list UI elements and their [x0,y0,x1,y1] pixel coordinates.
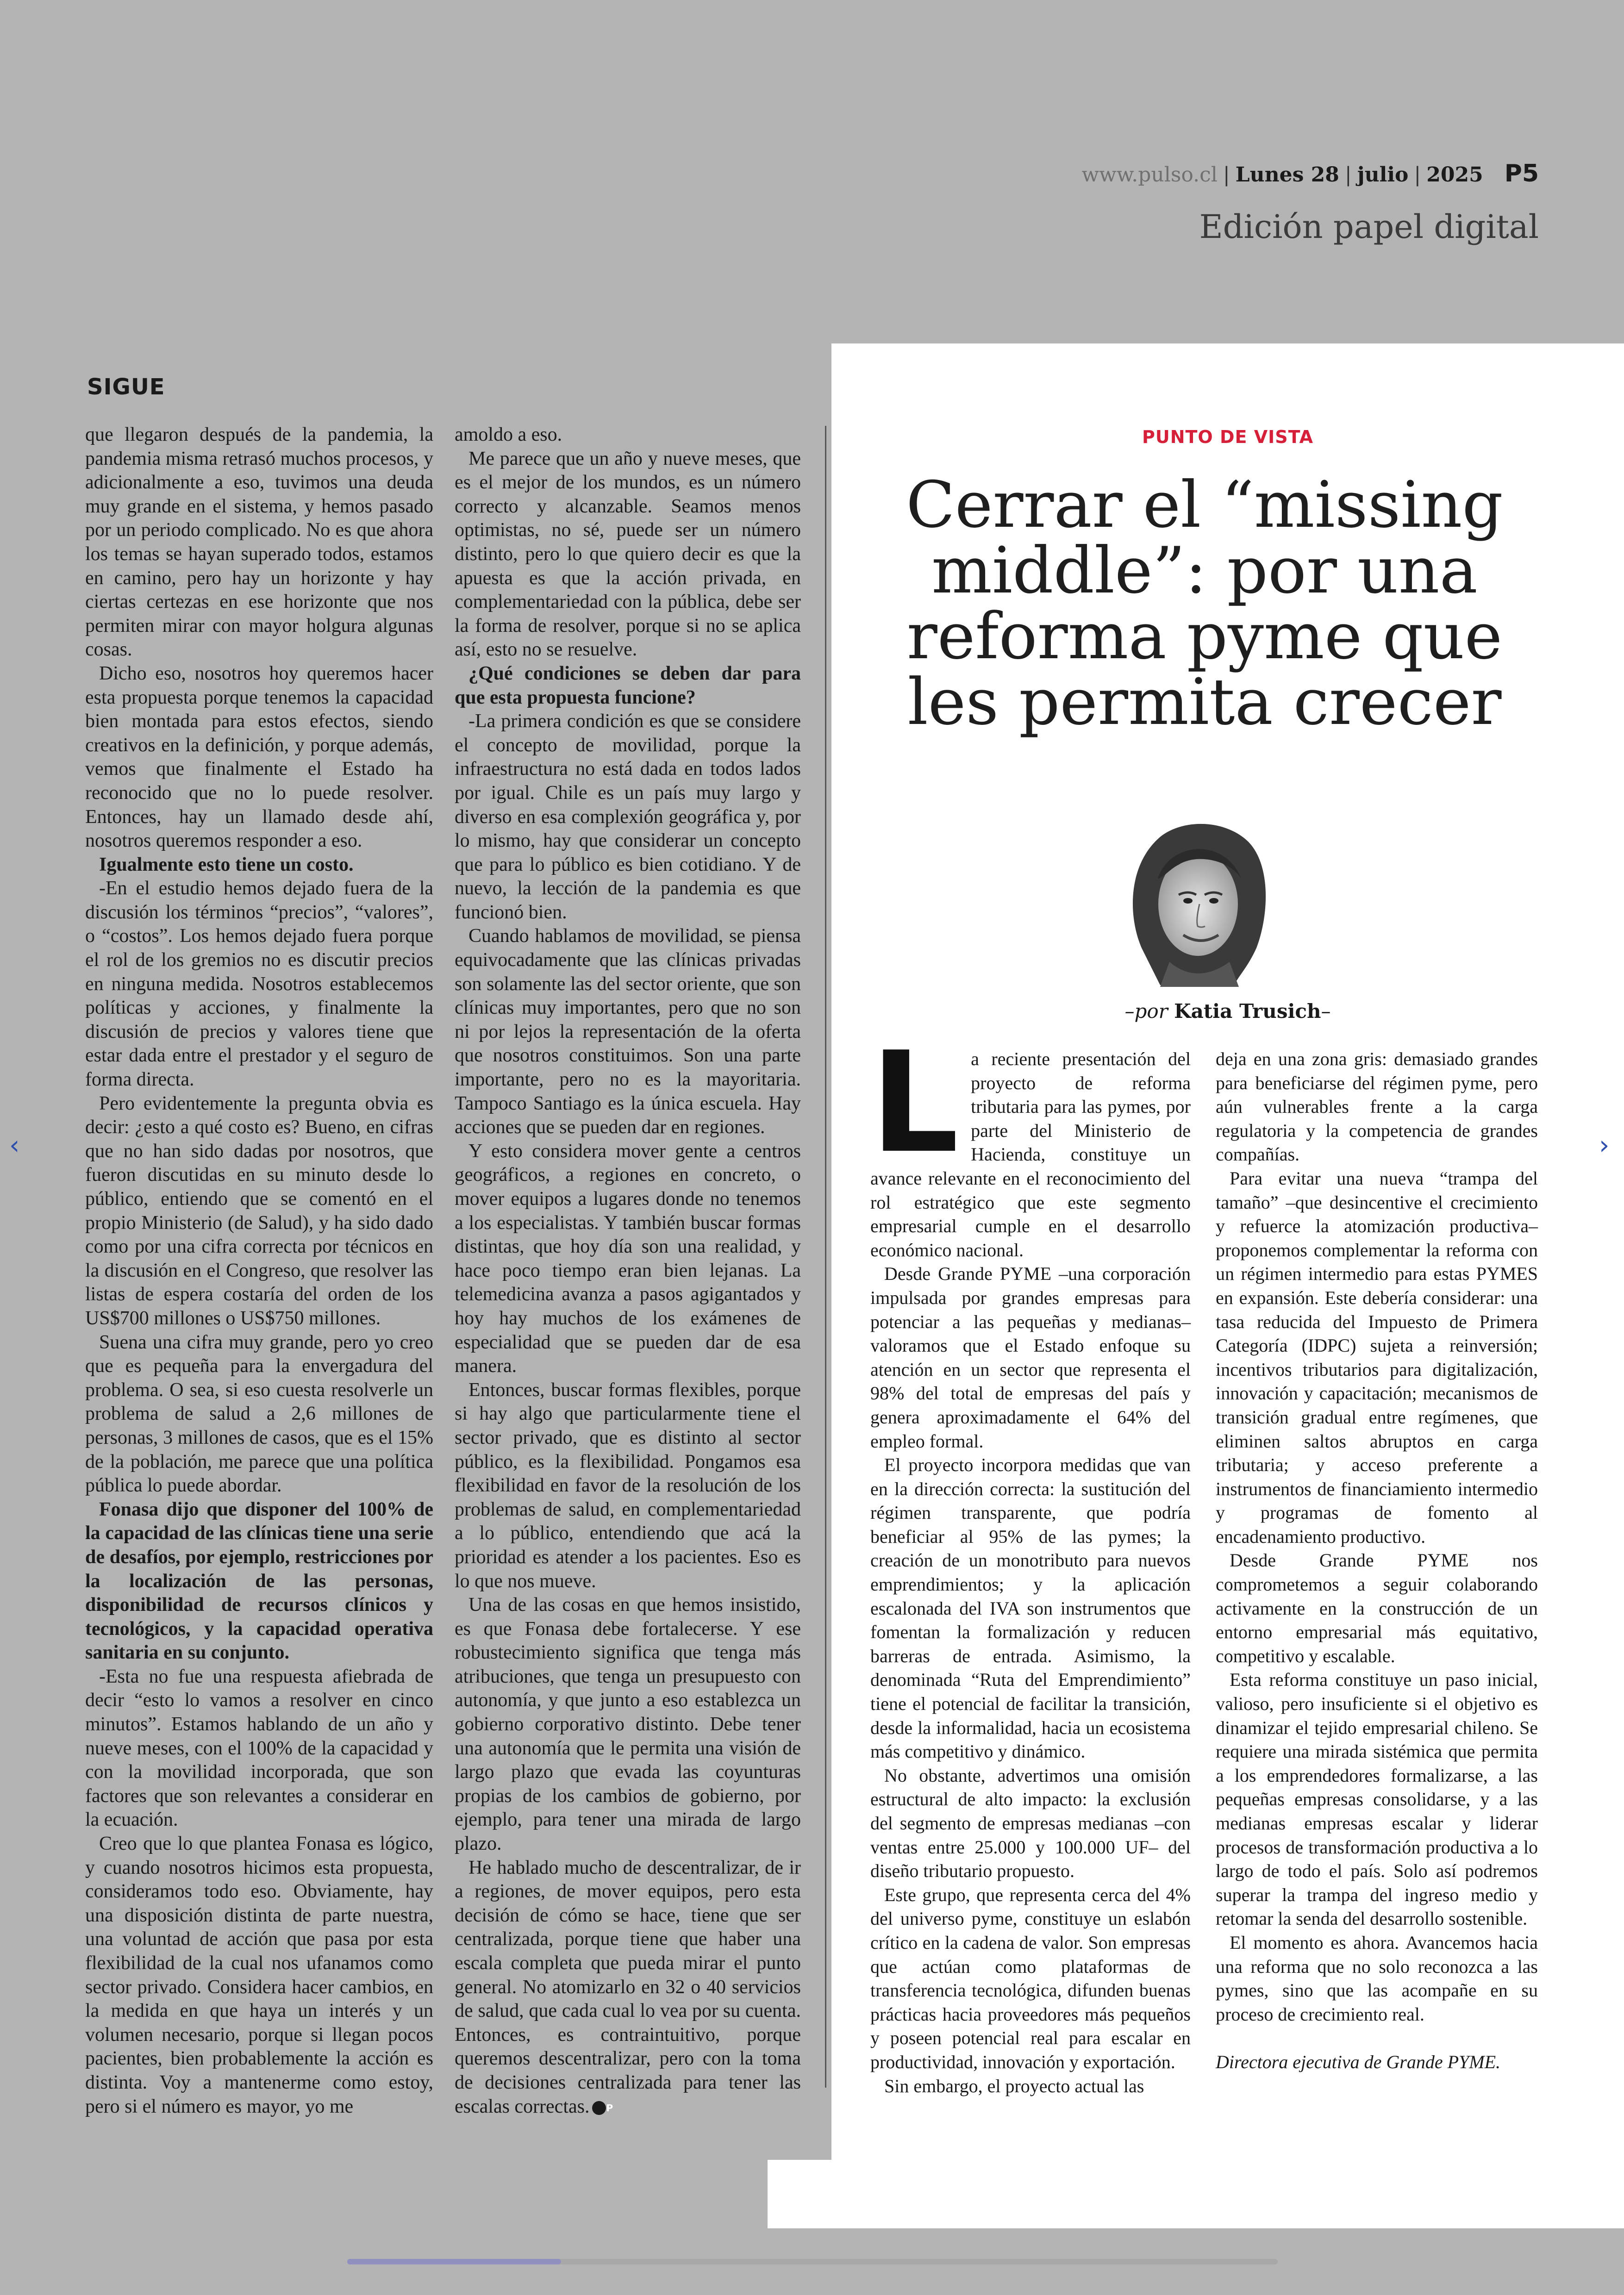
interview-question [85,1498,433,1665]
paragraph-text: Esta reforma constituye un paso inicial, valioso, pero insuficiente si el objetivo es dinamizar el tejido empresarial chileno. Se requiere una mirada sistémica que permita a los emprendedores formalizarse, a las pequeñas empresas consolidarse, y a las medianas empresas escalar y liderar procesos de transformación productiva a lo largo de todo el país. Solo así podremos superar la trampa del ingreso medio y retomar la senda del desarrollo sostenible. [1216,1669,1538,1929]
paragraph-text: que llegaron después de la pandemia, la pandemia misma retrasó muchos procesos, y adicionalmente a eso, tuvimos una deuda muy grande en el sistema, y hemos pasado por un periodo complicado. No es que ahora los temas se hayan superado todos, estamos en camino, pero hay un horizonte y hay ciertas certezas en ese horizonte que nos permiten mirar con mayor holgura algunas cosas. [85,424,433,661]
site-url[interactable]: www.pulso.cl [1081,163,1218,187]
paragraph-text: -Esta no fue una respuesta afiebrada de decir “esto lo vamos a resolver en cinco minutos”. Estamos hablando de un año y nueve meses, con el 100% de la capacidad y con la movilidad incorporada, que son factores que son relevantes a considerar en la ecuación. [85,1665,433,1831]
paragraph-text: He hablado mucho de descentralizar, de ir a regiones, de mover equipos, pero esta decisión de cómo se hace, tiene que ser centralizada, porque tiene que haber una escala completa que pueda mirar el punto general. No atomizarlo en 32 o 40 servicios de salud, que cada cual lo vea por su cuenta. Entonces, es contraintuitivo, porque queremos descentralizar, pero con la toma de decisiones centralizada para tener las escalas correctas. [455,1857,801,2117]
opinion-column-1 [870,1022,1191,2098]
opinion-kicker: PUNTO DE VISTA [1142,427,1313,447]
edition-label: Edición papel digital [1199,208,1539,246]
paragraph-text: Fonasa dijo que disponer del 100% de la capacidad de las clínicas tiene una serie de desafíos, por ejemplo, restricciones por la localización de las personas, disponibilidad de recursos clínicos y tecnológicos, y la capacidad operativa sanitaria en su conjunto. [85,1498,433,1664]
paragraph-text: -La primera condición es que se considere el concepto de movilidad, porque la infraestructura no está dada en todos lados por igual. Chile es un país muy largo y diverso en esa complexión geográfica y, por lo mismo, hay que considerar un concepto que para lo público es bien cotidiano. Y de nuevo, la lección de la pandemia es que funcionó bien. [455,711,801,923]
byline-prefix: –por [1124,1000,1168,1023]
page-progress-fill [347,2259,561,2264]
paragraph-text: Igualmente esto tiene un costo. [99,854,354,875]
paragraph [455,710,801,924]
paragraph-text: Desde Grande PYME –una corporación impulsada por grandes empresas para potenciar a las pequeñas y medianas– valoramos que el Estado enfoque su atención en un sector que representa el 98% del total de empresas del país y genera aproximadamente el 64% del empleo formal. [870,1263,1191,1452]
opinion-headline: Cerrar el “missing middle”: por una reforma pyme que les permita crecer [906,468,1503,739]
page-progress-bar[interactable] [347,2259,1278,2264]
paragraph [85,1092,433,1331]
page-number: P5 [1504,160,1539,187]
paragraph [870,1022,1191,1262]
column-divider [825,426,826,2088]
paragraph-text: Creo que lo que plantea Fonasa es lógico, y cuando nosotros hicimos esta propuesta, consideramos todo eso. Obviamente, hay una disposición distinta de parte nuestra, una voluntad de acción que pasa por esta flexibilidad de la cual nos ufanamos como sector privado. Considera hacer cambios, en la medida en que haya un interés y un volumen necesario, porque si llegan pocos pacientes, bien probablemente la acción es distinta. Voy a mantenerme como estoy, pero si el número es mayor, yo me [85,1833,433,2117]
paragraph-text: Desde Grande PYME nos comprometemos a seguir colaborando activamente en la construcción de un entorno empresarial más equitativo, competitivo y escalable. [1216,1550,1538,1666]
paragraph [1216,1931,1538,2026]
paragraph-text: El proyecto incorpora medidas que van en la dirección correcta: la sustitución del régimen transparente, que podría beneficiar al 95% de las pymes; la creación de un monotributo para nuevos emprendimientos; y la aplicación escalonada del IVA son instrumentos que fomentan la formalización y reducen barreras de entrada. Asimismo, la denominada “Ruta del Emprendimiento” tiene el potencial de facilitar la transición, desde la informalidad, hacia un ecosistema más competitivo y dinámico. [870,1454,1191,1762]
date-day: Lunes 28 [1235,163,1339,187]
paragraph [1216,1668,1538,1931]
paragraph [1216,1047,1538,1166]
paragraph [85,1832,433,2119]
paragraph [455,924,801,1139]
paragraph [1216,1548,1538,1668]
paragraph-text: ¿Qué condiciones se deben dar para que esta propuesta funcione? [455,662,801,708]
paragraph-text: deja en una zona gris: demasiado grandes para beneficiarse del régimen pyme, pero aún vulnerables frente a la carga regulatoria y la competencia de grandes compañías. [1216,1048,1538,1165]
section-label: SIGUE [87,374,165,400]
paragraph-text: Sin embargo, el proyecto actual las [884,2075,1144,2096]
paragraph [85,877,433,1091]
paragraph [85,1331,433,1498]
date-year: 2025 [1426,163,1483,187]
paragraph-text: Entonces, buscar formas flexibles, porque si hay algo que particularmente tiene el sector privado, que es distinto al sector público, es la flexibilidad. Pongamos esa flexibilidad en favor de la resolución de los problemas de salud, en complementariedad a lo público, entendiendo que acá la prioridad es atender a los pacientes. Eso es lo que nos mueve. [455,1379,801,1592]
interview-column-1 [85,423,433,2119]
paragraph [455,1856,801,2119]
byline [831,1000,1624,1023]
chevron-right-icon[interactable]: › [1599,1130,1610,1160]
paragraph-text: Cuando hablamos de movilidad, se piensa equivocadamente que las clínicas privadas son solamente las del sector oriente, que son clínicas muy importantes, pero que no son ni por lejos la representación de la oferta que nosotros constituimos. Son una parte importante, pero no es la mayoritaria. Tampoco Santiago es la única escuela. Hay acciones que se pueden dar en regiones. [455,925,801,1138]
interview-question [455,662,801,710]
paragraph-text: No obstante, advertimos una omisión estructural de alto impacto: la exclusión del segmento de empresas medianas –con ventas entre 25.000 y 100.000 UF– del diseño tributario propuesto. [870,1765,1191,1882]
page-header [1082,160,1539,246]
paragraph-text: Y esto considera mover gente a centros geográficos, a regiones en concreto, o mover equipos a lugares donde no tenemos a los especialistas. Y también buscar formas distintas, que hoy día son una realidad, y hace poco tiempo eran bien lejanas. La telemedicina avanza a pasos agigantados y hoy hay muchos de los exámenes de especialidad que se pueden dar de esa manera. [455,1140,801,1377]
author-name: Katia Trusich [1174,1000,1321,1023]
opinion-column-2 [1216,1047,1538,2074]
byline-suffix: – [1321,1000,1331,1023]
interview-column-2 [455,423,801,2119]
date-line: www.pulso.cl | Lunes 28 | julio | 2025 P5 [1081,160,1539,187]
paragraph-text: a reciente presentación del proyecto de reforma tributaria para las pymes, por parte del Ministerio de Hacienda, constituye un avance relevante en el reconocimiento del rol estratégico que este segmento empresarial cumple en el desarrollo económico nacional. [870,1048,1191,1260]
interview-question [85,853,433,877]
paragraph-text: Una de las cosas en que hemos insistido, es que Fonasa debe fortalecerse. Y ese robustecimiento significa que tenga más atribuciones, que tenga un presupuesto con autonomía, y que junto a eso establezca un gobierno corporativo distinto. Debe tener una autonomía que le permita una visión de largo plazo que evada las coyunturas propias de los cambios de gobierno, por ejemplo, para tener una mirada de largo plazo. [455,1594,801,1855]
paragraph [455,447,801,662]
paragraph [870,1262,1191,1453]
paragraph [1216,1166,1538,1549]
paragraph [870,2074,1191,2098]
paragraph [870,1453,1191,1764]
author-signature: Directora ejecutiva de Grande PYME. [1216,2052,1501,2073]
date-month: julio [1357,163,1409,187]
drop-cap: L [870,1022,959,1184]
opinion-panel-bottom [768,2160,1624,2228]
paragraph [85,423,433,662]
paragraph-text: Dicho eso, nosotros hoy queremos hacer esta propuesta porque tenemos la capacidad bien montada para estos efectos, siendo creativos en la definición, y porque además, vemos que finalmente el Estado ha reconocido que no lo puede resolver. Entonces, hay un llamado desde ahí, nosotros queremos responder a eso. [85,662,433,852]
paragraph-text: Me parece que un año y nueve meses, que es el mejor de los mundos, es un número correcto y alcanzable. Seamos menos optimistas, no sé, puede ser un número distinto, pero lo que quiero decir es que la apuesta es que la acción privada, en complementariedad con la pública, debe ser la forma de resolver, porque si no se aplica así, esto no se resuelve. [455,448,801,661]
paragraph [870,1764,1191,1883]
paragraph-text: El momento es ahora. Avancemos hacia una reforma que no solo reconozca a las pymes, sino que las acompañe en su proceso de crecimiento real. [1216,1932,1538,2025]
paragraph [455,1378,801,1593]
chevron-left-icon[interactable]: ‹ [9,1130,20,1160]
paragraph [85,662,433,853]
paragraph [455,1593,801,1856]
paragraph [870,1883,1191,2074]
paragraph [455,1140,801,1378]
paragraph-text: Este grupo, que representa cerca del 4% del universo pyme, constituye un eslabón crítico en la cadena de valor. Son empresas que actúan como plataformas de transferencia tecnológica, difunden buenas prácticas hacia proveedores más pequeños y poseen potencial real para escalar en productividad, innovación y exportación. [870,1884,1191,2072]
end-mark-icon: P [592,2101,606,2115]
paragraph-text: Pero evidentemente la pregunta obvia es decir: ¿esto a qué costo es? Bueno, en cifras que no han sido dadas por nosotros, que fueron discutidas en su minuto desde lo público, entiendo que se comentó en el propio Ministerio (de Salud), y ha sido dado como por una cifra correcta por técnicos en la discusión en el Congreso, que resolver las listas de espera costaría del orden de los US$700 millones o US$750 millones. [85,1092,433,1329]
paragraph-text: Suena una cifra muy grande, pero yo creo que es pequeña para la envergadura del problema. O sea, si eso cuesta resolverle un problema de salud a 2,6 millones de personas, 3 millones de casos, que es el 15% de la población, me parece que una política pública lo puede abordar. [85,1331,433,1497]
paragraph-text: -En el estudio hemos dejado fuera de la discusión los términos “precios”, “valores”, o “costos”. Los hemos dejado fuera porque el rol de los gremios no es discutir precios en ninguna medida. Nosotros establecemos políticas y acciones, y finalmente la discusión de precios y valores tiene que estar dada entre el prestador y el seguro de forma directa. [85,878,433,1091]
paragraph [455,423,801,447]
paragraph-text: Para evitar una nueva “trampa del tamaño” –que desincentive el crecimiento y refuerce la atomización productiva– proponemos complementar la reforma con un régimen intermedio para estas PYMES en expansión. Este debería considerar: una tasa reducida del Impuesto de Primera Categoría (IDPC) sujeta a reinversión; incentivos tributarios para digitalización, innovación y capacitación; mecanismos de transición gradual entre regímenes, que eliminen saltos abruptos en carga tributaria; y acceso preferente a instrumentos de financiamiento intermedio y programas de fomento al encadenamiento productivo. [1216,1167,1538,1547]
author-portrait [1109,809,1285,987]
paragraph-text: amoldo a eso. [455,424,562,445]
paragraph [85,1665,433,1832]
